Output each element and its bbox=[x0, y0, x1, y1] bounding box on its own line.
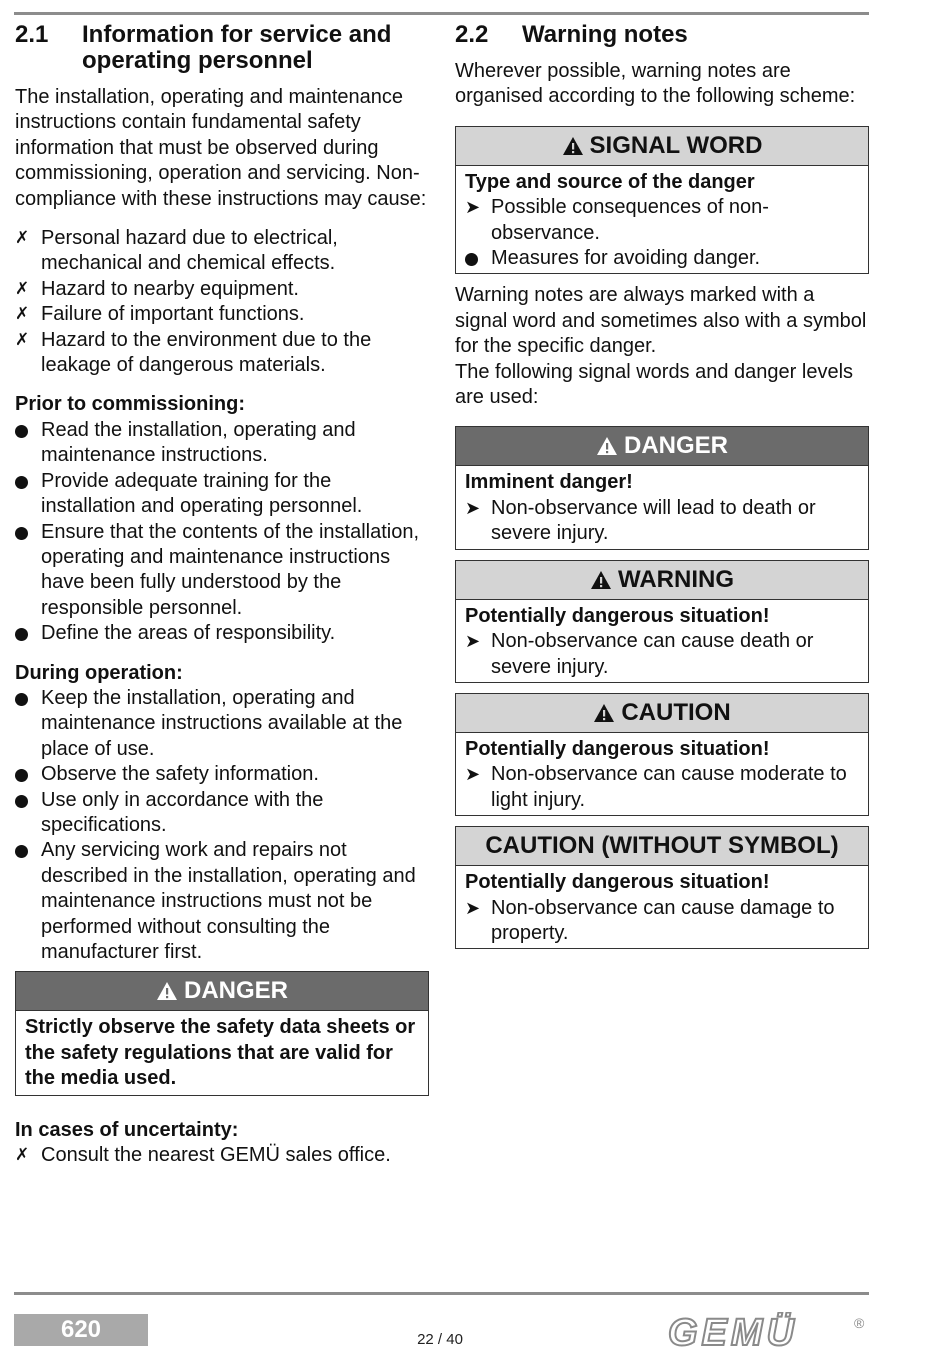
uncertainty-list bbox=[15, 1143, 429, 1168]
prior-heading: Prior to commissioning: bbox=[15, 393, 246, 416]
top-rule bbox=[14, 12, 869, 15]
during-list bbox=[15, 686, 429, 965]
signal-word: DANGER bbox=[623, 432, 728, 460]
gemu-logo bbox=[668, 1312, 868, 1352]
warning-triangle-icon bbox=[593, 703, 615, 723]
product-number: 620 bbox=[14, 1314, 148, 1346]
list-item: Any servicing work and repairs not described in the installation, operating and maintenance instructions must not be performed without consulting the manufacturer first. bbox=[15, 838, 429, 965]
caution-level-box bbox=[455, 693, 869, 816]
bullet-dot-icon bbox=[15, 469, 37, 496]
page-counter: 22 / 40 bbox=[417, 1331, 463, 1348]
list-item: ➤ Non-observance can cause death or severe injury. bbox=[465, 630, 814, 678]
intro-paragraph: Wherever possible, warning notes are organised according to the following scheme: bbox=[455, 60, 856, 108]
signal-explanation: Warning notes are always marked with a signal word and sometimes also with a symbol for the specific danger. bbox=[455, 284, 867, 358]
level-lead: Imminent danger! bbox=[465, 471, 633, 494]
danger-box-text: Strictly observe the safety data sheets or the safety regulations that are valid for the media used. bbox=[25, 1016, 416, 1090]
danger-box-body bbox=[16, 1011, 428, 1094]
caution-nosymbol-box bbox=[455, 826, 869, 949]
list-item: Read the installation, operating and maintenance instructions. bbox=[15, 418, 429, 469]
registered-mark: ® bbox=[854, 1315, 865, 1331]
bullet-dot-icon bbox=[15, 838, 37, 865]
right-column bbox=[455, 18, 869, 949]
cross-mark-icon: ✗ bbox=[15, 228, 30, 249]
danger-box bbox=[15, 971, 429, 1095]
bullet-dot-icon bbox=[465, 246, 487, 273]
during-heading: During operation: bbox=[15, 661, 183, 684]
bullet-dot-icon bbox=[15, 762, 37, 789]
scheme-box bbox=[455, 126, 869, 275]
bottom-rule bbox=[14, 1292, 869, 1295]
cross-mark-icon: ✗ bbox=[15, 304, 30, 325]
bullet-dot-icon bbox=[15, 520, 37, 547]
level-lead: Potentially dangerous situation! bbox=[465, 871, 770, 894]
warning-triangle-icon bbox=[596, 436, 618, 456]
list-item: Provide adequate training for the installation and operating personnel. bbox=[15, 469, 429, 520]
warning-level-body bbox=[456, 600, 868, 682]
list-item: ✗ Personal hazard due to electrical, mechanical and chemical effects. bbox=[15, 227, 338, 275]
danger-type: Type and source of the danger bbox=[465, 170, 755, 193]
prior-list bbox=[15, 418, 429, 647]
bullet-dot-icon bbox=[15, 788, 37, 815]
arrow-right-icon: ➤ bbox=[465, 897, 481, 919]
cross-mark-icon: ✗ bbox=[15, 329, 30, 350]
cross-mark-icon: ✗ bbox=[15, 278, 30, 299]
arrow-right-icon: ➤ bbox=[465, 764, 481, 786]
list-item: Use only in accordance with the specifications. bbox=[15, 788, 429, 839]
arrow-right-icon: ➤ bbox=[465, 497, 481, 519]
level-list bbox=[465, 762, 859, 813]
warning-triangle-icon bbox=[562, 136, 584, 156]
bullet-dot-icon bbox=[15, 418, 37, 445]
section-number: 2.2 bbox=[455, 21, 489, 48]
list-item: ➤ Non-observance can cause moderate to light injury. bbox=[465, 763, 847, 811]
signal-word: CAUTION (WITHOUT SYMBOL) bbox=[485, 832, 839, 860]
scheme-box-header bbox=[456, 127, 868, 166]
scheme-box-body bbox=[456, 166, 868, 274]
uncertainty-heading: In cases of uncertainty: bbox=[15, 1118, 239, 1141]
levels-intro: The following signal words and danger levels are used: bbox=[455, 360, 854, 409]
caution-nosymbol-header bbox=[456, 827, 868, 866]
caution-level-body bbox=[456, 733, 868, 815]
list-item: ➤ Non-observance can cause damage to property. bbox=[465, 896, 835, 944]
section-heading-2-2 bbox=[455, 22, 869, 48]
danger-level-header bbox=[456, 427, 868, 466]
warning-triangle-icon bbox=[156, 981, 178, 1001]
list-item: Keep the installation, operating and maintenance instructions available at the place of use. bbox=[15, 686, 429, 762]
list-item: Measures for avoiding danger. bbox=[465, 246, 859, 271]
logo-text: GEMÜ bbox=[668, 1312, 798, 1352]
level-lead: Potentially dangerous situation! bbox=[465, 737, 770, 760]
signal-word: CAUTION bbox=[621, 698, 731, 726]
list-item: ✗ Hazard to the environment due to the leakage of dangerous materials. bbox=[15, 328, 372, 377]
list-item: Define the areas of responsibility. bbox=[15, 621, 429, 646]
list-item: ✗ Consult the nearest GEMÜ sales office. bbox=[15, 1143, 429, 1168]
bullet-dot-icon bbox=[15, 686, 37, 713]
section-number: 2.1 bbox=[15, 21, 49, 48]
signal-word: WARNING bbox=[618, 565, 734, 593]
list-item: ➤ Non-observance will lead to death or severe injury. bbox=[465, 496, 816, 545]
level-lead: Potentially dangerous situation! bbox=[465, 604, 770, 627]
scheme-list bbox=[465, 195, 859, 271]
caution-level-header bbox=[456, 694, 868, 733]
hazard-list bbox=[15, 226, 429, 378]
list-item: ➤ Possible consequences of non-observance. bbox=[465, 196, 769, 244]
list-item: ✗ Hazard to nearby equipment. bbox=[15, 277, 429, 302]
cross-mark-icon: ✗ bbox=[15, 1145, 30, 1166]
section-heading-2-1 bbox=[15, 22, 429, 74]
signal-word: DANGER bbox=[183, 977, 288, 1005]
bullet-dot-icon bbox=[15, 621, 37, 648]
level-list bbox=[465, 629, 859, 680]
intro-paragraph: The installation, operating and maintenance instructions contain fundamental safety information that must be observed during commissioning, operation and servicing. Non-compliance with these instructions may cause: bbox=[15, 86, 427, 210]
arrow-right-icon: ➤ bbox=[465, 197, 481, 219]
signal-word: SIGNAL WORD bbox=[589, 131, 763, 159]
danger-level-box bbox=[455, 426, 869, 549]
warning-level-box bbox=[455, 560, 869, 683]
arrow-right-icon: ➤ bbox=[465, 631, 481, 653]
warning-triangle-icon bbox=[590, 570, 612, 590]
warning-level-header bbox=[456, 561, 868, 600]
section-title: Warning notes bbox=[522, 21, 688, 48]
level-list bbox=[465, 896, 859, 947]
list-item: Ensure that the contents of the installation, operating and maintenance instructions have been fully understood by the responsible personnel. bbox=[15, 520, 429, 622]
danger-level-body bbox=[456, 466, 868, 548]
section-title: Information for service and operating personnel bbox=[82, 21, 392, 74]
caution-nosymbol-body bbox=[456, 866, 868, 948]
list-item: ✗ Failure of important functions. bbox=[15, 302, 429, 327]
danger-box-header bbox=[16, 972, 428, 1011]
list-item: Observe the safety information. bbox=[15, 762, 429, 787]
level-list bbox=[465, 496, 859, 547]
left-column bbox=[15, 18, 429, 1168]
